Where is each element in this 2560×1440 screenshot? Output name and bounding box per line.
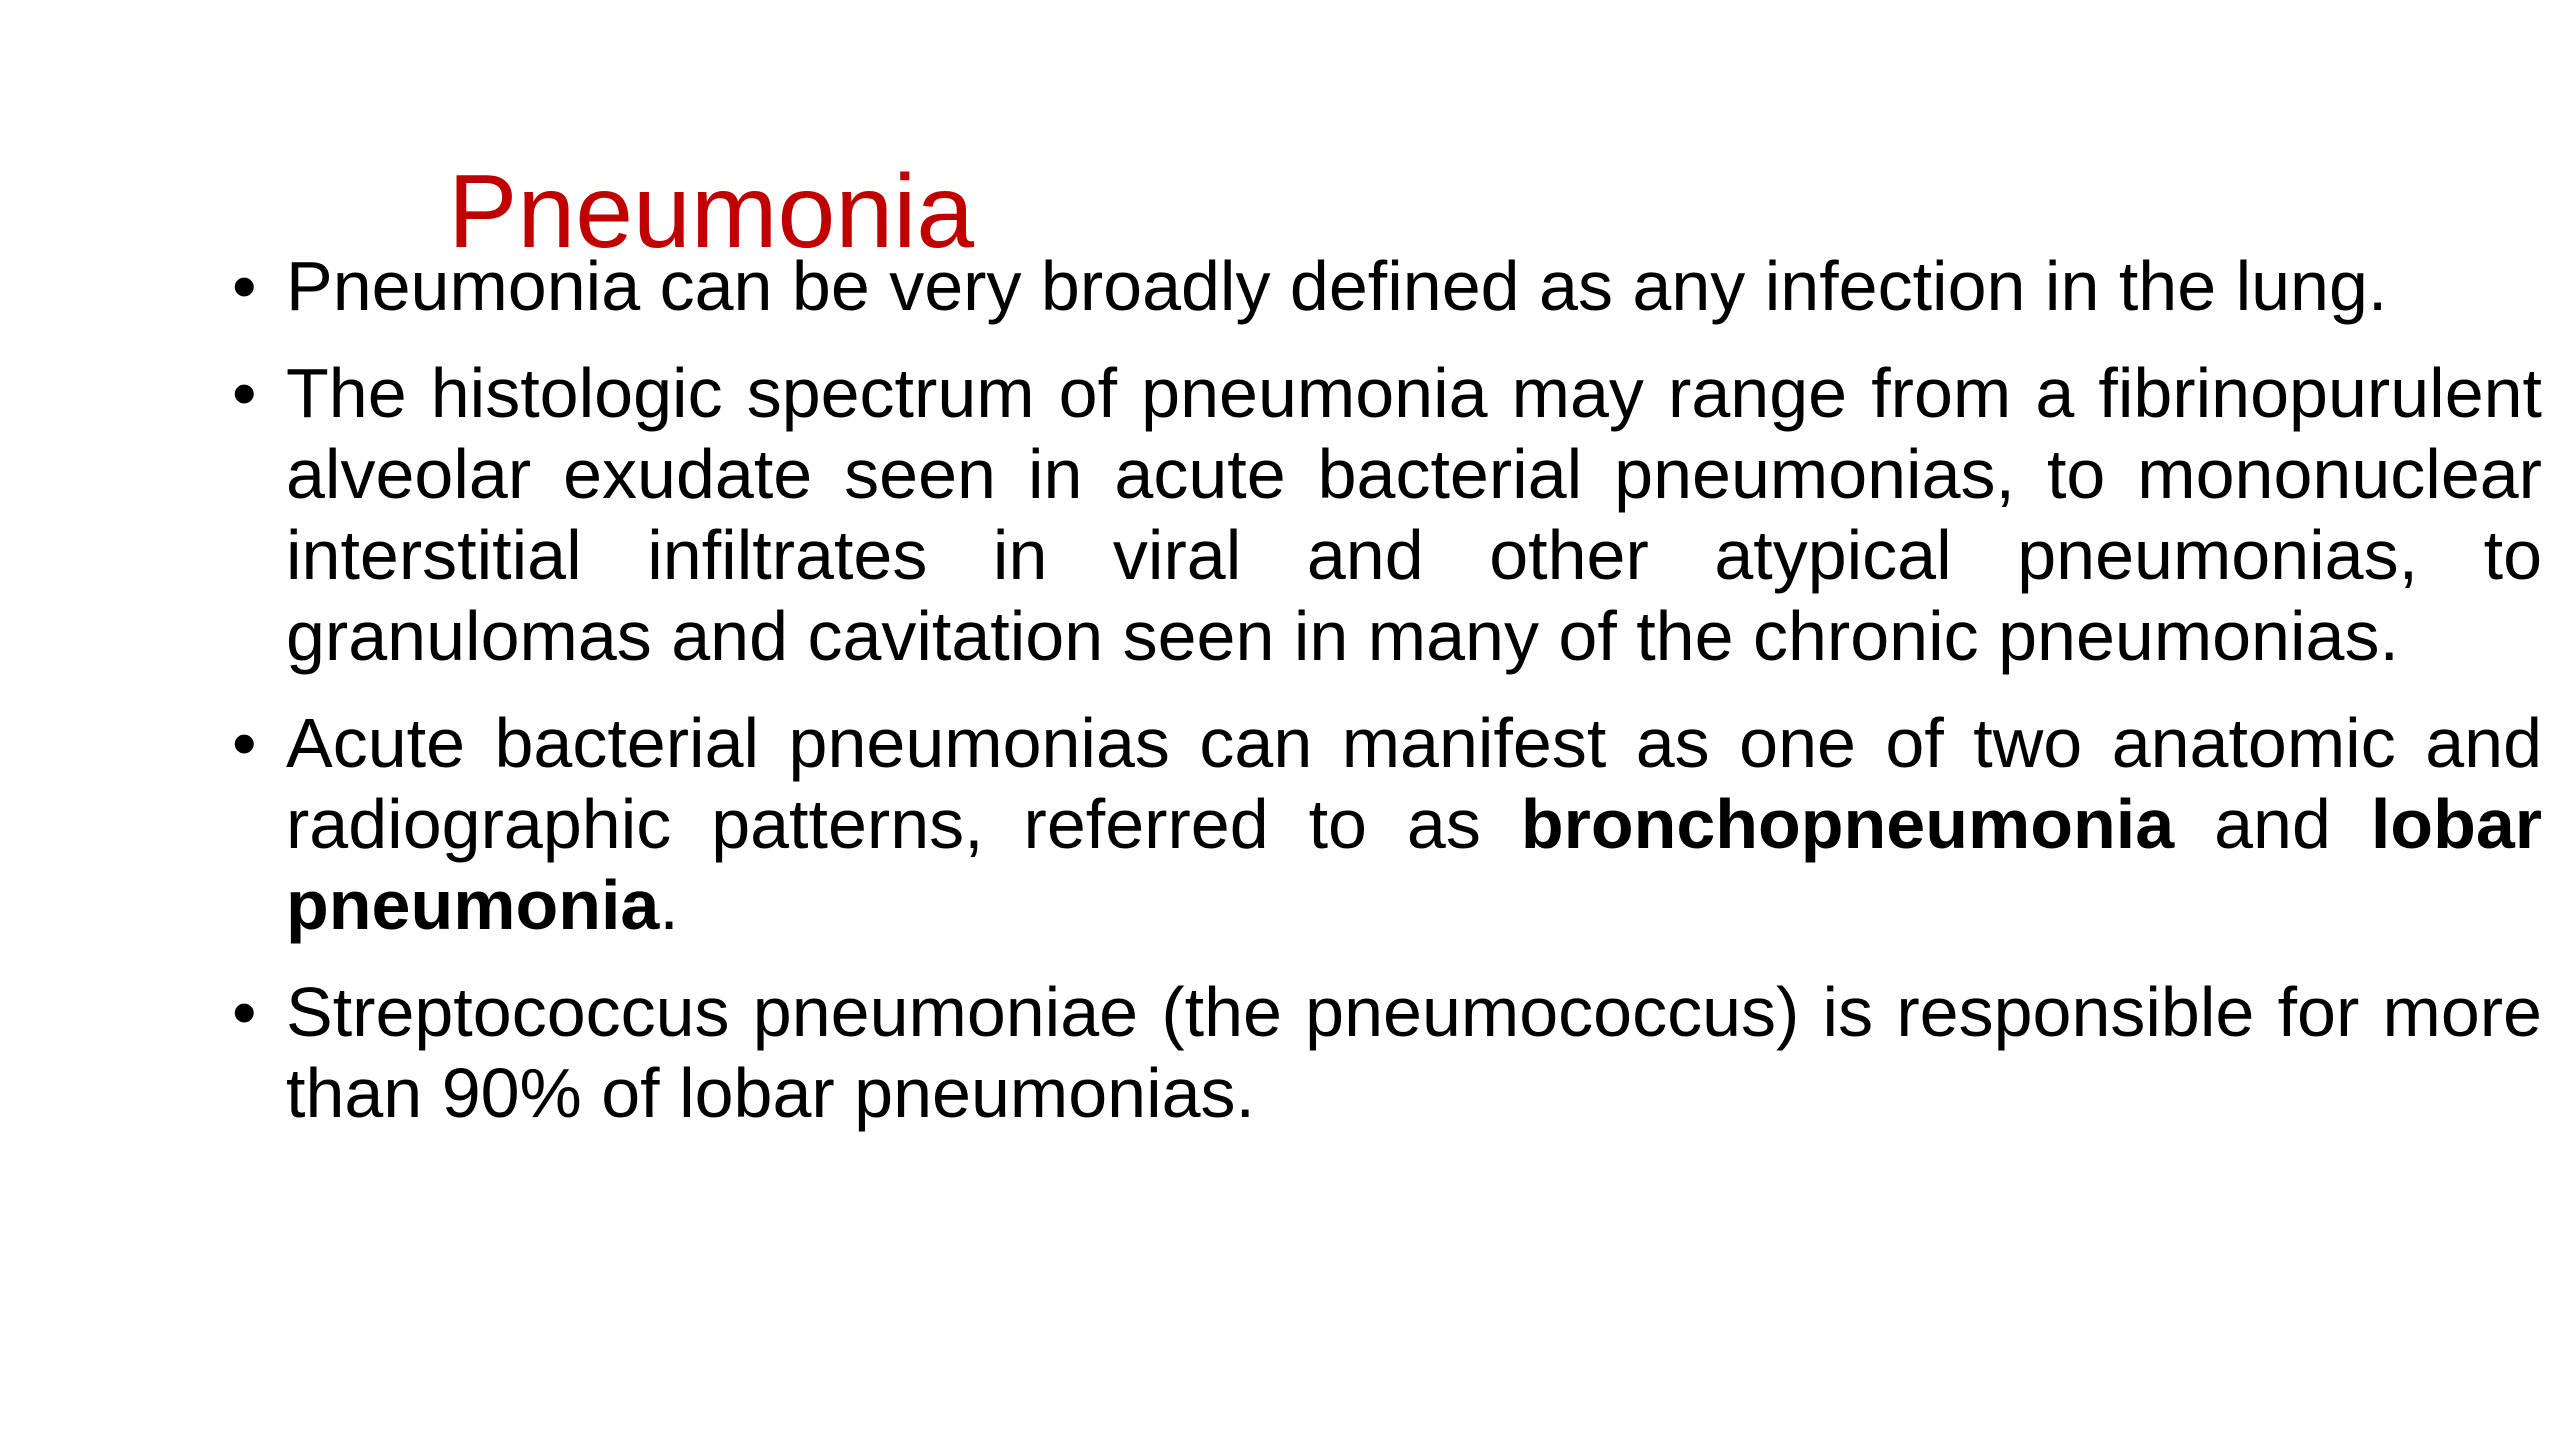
term-bronchopneumonia: bronchopneumonia bbox=[1520, 785, 2175, 863]
slide-title: Pneumonia bbox=[448, 154, 975, 270]
bullet-marker: • bbox=[232, 973, 257, 1051]
bullet-item-histologic-spectrum bbox=[232, 353, 2542, 677]
bullet-text: Pneumonia can be very broadly defined as any infection in the lung. bbox=[286, 247, 2388, 325]
bullet-item-streptococcus bbox=[232, 972, 2542, 1134]
bullet-marker: • bbox=[232, 354, 257, 432]
bullet-text-part: . bbox=[659, 866, 679, 944]
term-lobar-pneumonia: lobar pneumonia bbox=[286, 785, 2542, 944]
bullet-text-part: and bbox=[2174, 785, 2371, 863]
bullet-text-part: Acute bacterial pneumonias can manifest as one of two anatomic and radiographic patterns, referred to as bbox=[286, 704, 2542, 863]
bullet-marker: • bbox=[232, 247, 257, 325]
bullet-text: Streptococcus pneumoniae (the pneumococcus) is responsible for more than 90% of lobar pneumonias. bbox=[286, 973, 2542, 1132]
bullet-text: The histologic spectrum of pneumonia may range from a fibrinopurulent alveolar exudate seen in acute bacterial pneumonias, to mononuclear interstitial infiltrates in viral and other atypical pneumonias, to granulomas and cavitation seen in many of the chronic pneumonias. bbox=[286, 354, 2542, 675]
bullet-marker: • bbox=[232, 704, 257, 782]
bullet-list bbox=[232, 246, 2542, 1160]
bullet-item-anatomic-patterns bbox=[232, 703, 2542, 946]
